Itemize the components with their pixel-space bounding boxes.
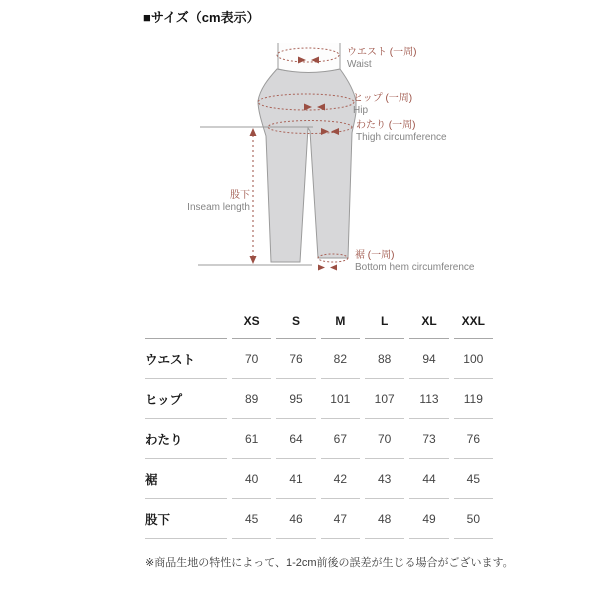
table-value: 88 [365, 339, 404, 379]
thigh-label-en: Thigh circumference [356, 132, 447, 143]
table-value: 113 [409, 379, 448, 419]
table-value: 101 [321, 379, 360, 419]
table-value: 73 [409, 419, 448, 459]
table-value: 70 [232, 339, 271, 379]
size-column-header: L [365, 304, 404, 339]
table-value: 67 [321, 419, 360, 459]
table-value: 100 [454, 339, 493, 379]
table-value: 76 [276, 339, 315, 379]
table-value: 61 [232, 419, 271, 459]
hem-arrows-icon [318, 265, 337, 271]
table-value: 47 [321, 499, 360, 539]
table-value: 70 [365, 419, 404, 459]
table-value: 46 [276, 499, 315, 539]
table-value: 95 [276, 379, 315, 419]
size-column-header: XS [232, 304, 271, 339]
size-table-corner-cell [145, 304, 227, 339]
table-value: 44 [409, 459, 448, 499]
size-column-header: S [276, 304, 315, 339]
row-label-thigh: わたり [145, 419, 227, 459]
table-value: 107 [365, 379, 404, 419]
table-value: 45 [232, 499, 271, 539]
row-label-inseam: 股下 [145, 499, 227, 539]
table-value: 43 [365, 459, 404, 499]
table-value: 64 [276, 419, 315, 459]
table-value: 89 [232, 379, 271, 419]
row-label-hip: ヒップ [145, 379, 227, 419]
pants-waistband-shape [278, 43, 340, 73]
size-column-header: M [321, 304, 360, 339]
inseam-label-en: Inseam length [187, 202, 250, 213]
hip-label-en: Hip [353, 105, 369, 116]
table-value: 94 [409, 339, 448, 379]
hem-label-jp: 裾 (一周) [355, 250, 395, 261]
table-value: 49 [409, 499, 448, 539]
table-value: 82 [321, 339, 360, 379]
hem-label-en: Bottom hem circumference [355, 262, 475, 273]
row-label-hem: 裾 [145, 459, 227, 499]
row-label-waist: ウエスト [145, 339, 227, 379]
waist-label [347, 47, 416, 71]
table-value: 41 [276, 459, 315, 499]
thigh-label-jp: わたり (一周) [356, 120, 416, 131]
inseam-label-jp: 股下 [230, 190, 250, 201]
table-value: 119 [454, 379, 493, 419]
inseam-measure-line [250, 128, 257, 264]
waist-label-en: Waist [347, 59, 372, 70]
waist-label-jp: ウエスト (一周) [347, 47, 417, 58]
size-table [145, 304, 493, 539]
thigh-label [356, 120, 447, 144]
table-value: 48 [365, 499, 404, 539]
inseam-label [150, 190, 250, 214]
hip-label-jp: ヒップ (一周) [353, 93, 413, 104]
table-value: 76 [454, 419, 493, 459]
hip-label [353, 93, 412, 117]
table-value: 40 [232, 459, 271, 499]
hem-label [355, 250, 475, 274]
table-value: 50 [454, 499, 493, 539]
size-column-header: XL [409, 304, 448, 339]
footnote: ※商品生地の特性によって、1-2cm前後の誤差が生じる場合がございます。 [145, 557, 514, 569]
size-column-header: XXL [454, 304, 493, 339]
page-title: ■サイズ（cm表示） [143, 10, 260, 25]
table-value: 45 [454, 459, 493, 499]
pants-body-shape [258, 69, 356, 262]
table-value: 42 [321, 459, 360, 499]
